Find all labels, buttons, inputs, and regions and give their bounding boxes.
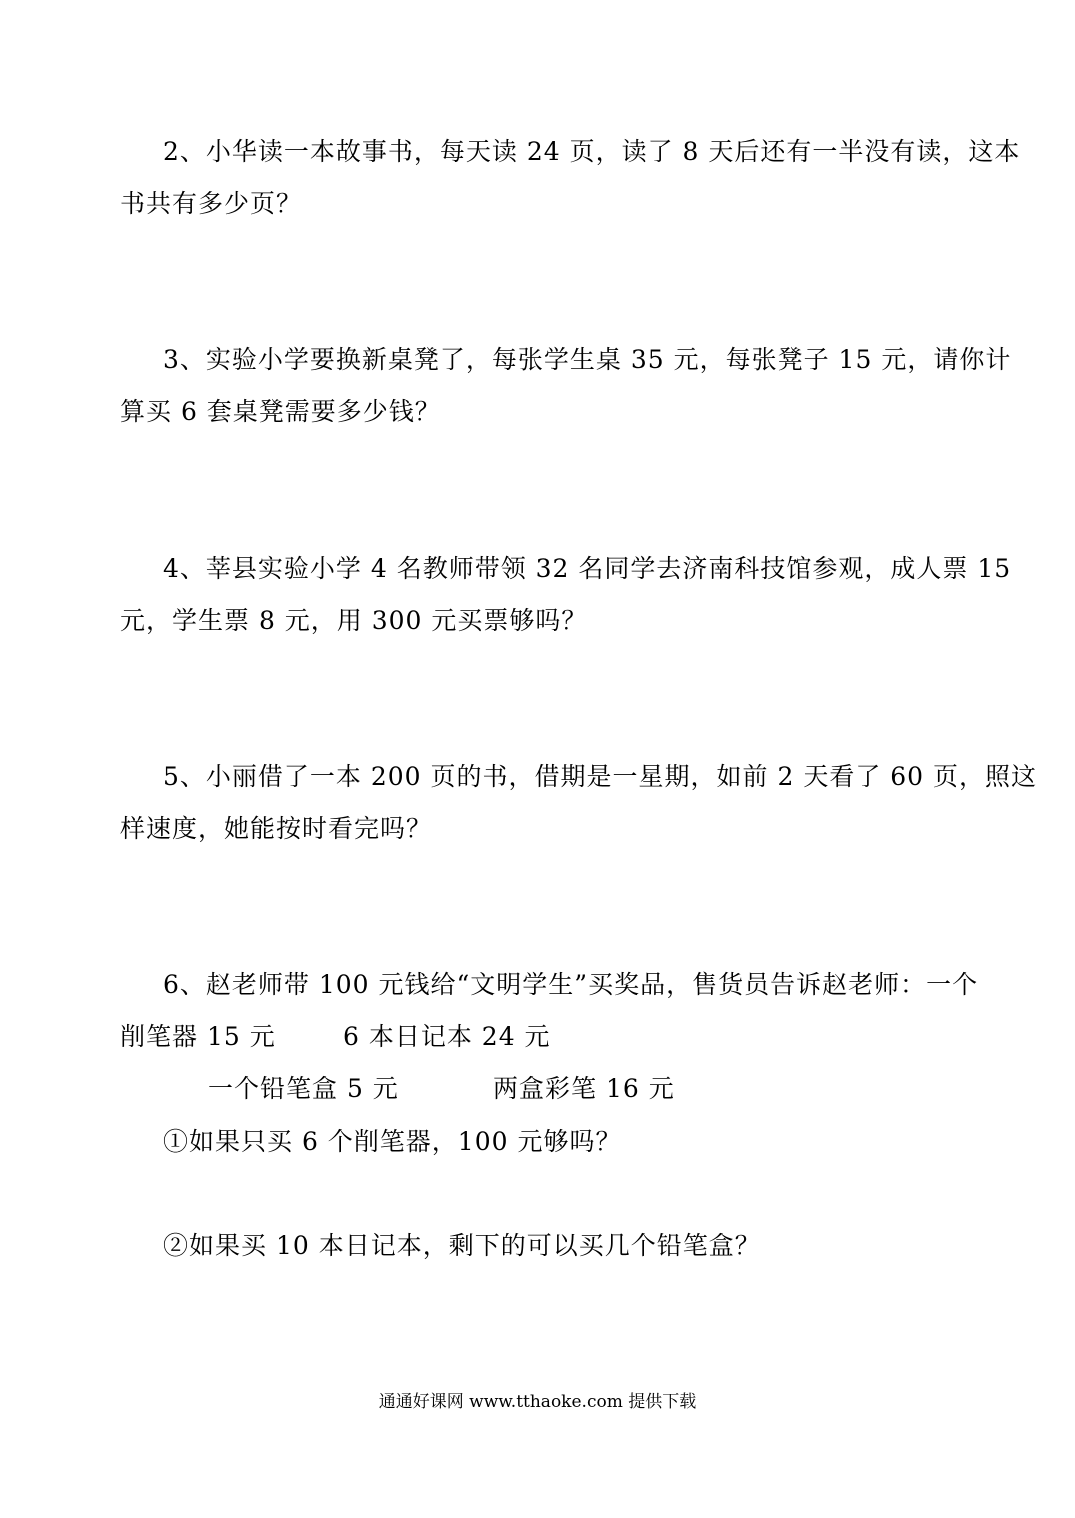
price-sharpener: 削笔器 15 元 — [120, 1022, 276, 1051]
question-3-line-2: 算买 6 套桌凳需要多少钱？ — [120, 397, 441, 426]
page-footer: 通通好课网 www.tthaoke.com 提供下载 — [378, 1392, 697, 1412]
question-4-line-1: 4、莘县实验小学 4 名教师带领 32 名同学去济南科技馆参观，成人票 15 — [163, 554, 1012, 583]
subquestion-1: ①如果只买 6 个削笔器，100 元够吗？ — [163, 1127, 622, 1156]
question-3-line-1: 3、实验小学要换新桌凳了，每张学生桌 35 元，每张凳子 15 元，请你计 — [163, 345, 1012, 374]
question-2-line-2: 书共有多少页？ — [120, 189, 303, 218]
price-pencil-case: 一个铅笔盒 5 元 — [208, 1074, 399, 1103]
question-5-line-2: 样速度，她能按时看完吗？ — [120, 814, 433, 843]
question-6-line-1: 6、赵老师带 100 元钱给“文明学生”买奖品，售货员告诉赵老师：一个 — [163, 970, 979, 999]
price-diary: 6 本日记本 24 元 — [343, 1022, 551, 1051]
question-2-line-1: 2、小华读一本故事书，每天读 24 页，读了 8 天后还有一半没有读，这本 — [163, 137, 1021, 166]
question-4-line-2: 元，学生票 8 元，用 300 元买票够吗？ — [120, 606, 588, 635]
subquestion-2: ②如果买 10 本日记本，剩下的可以买几个铅笔盒？ — [163, 1231, 761, 1260]
question-5-line-1: 5、小丽借了一本 200 页的书，借期是一星期，如前 2 天看了 60 页，照这 — [163, 762, 1038, 791]
price-color-pens: 两盒彩笔 16 元 — [493, 1074, 675, 1103]
